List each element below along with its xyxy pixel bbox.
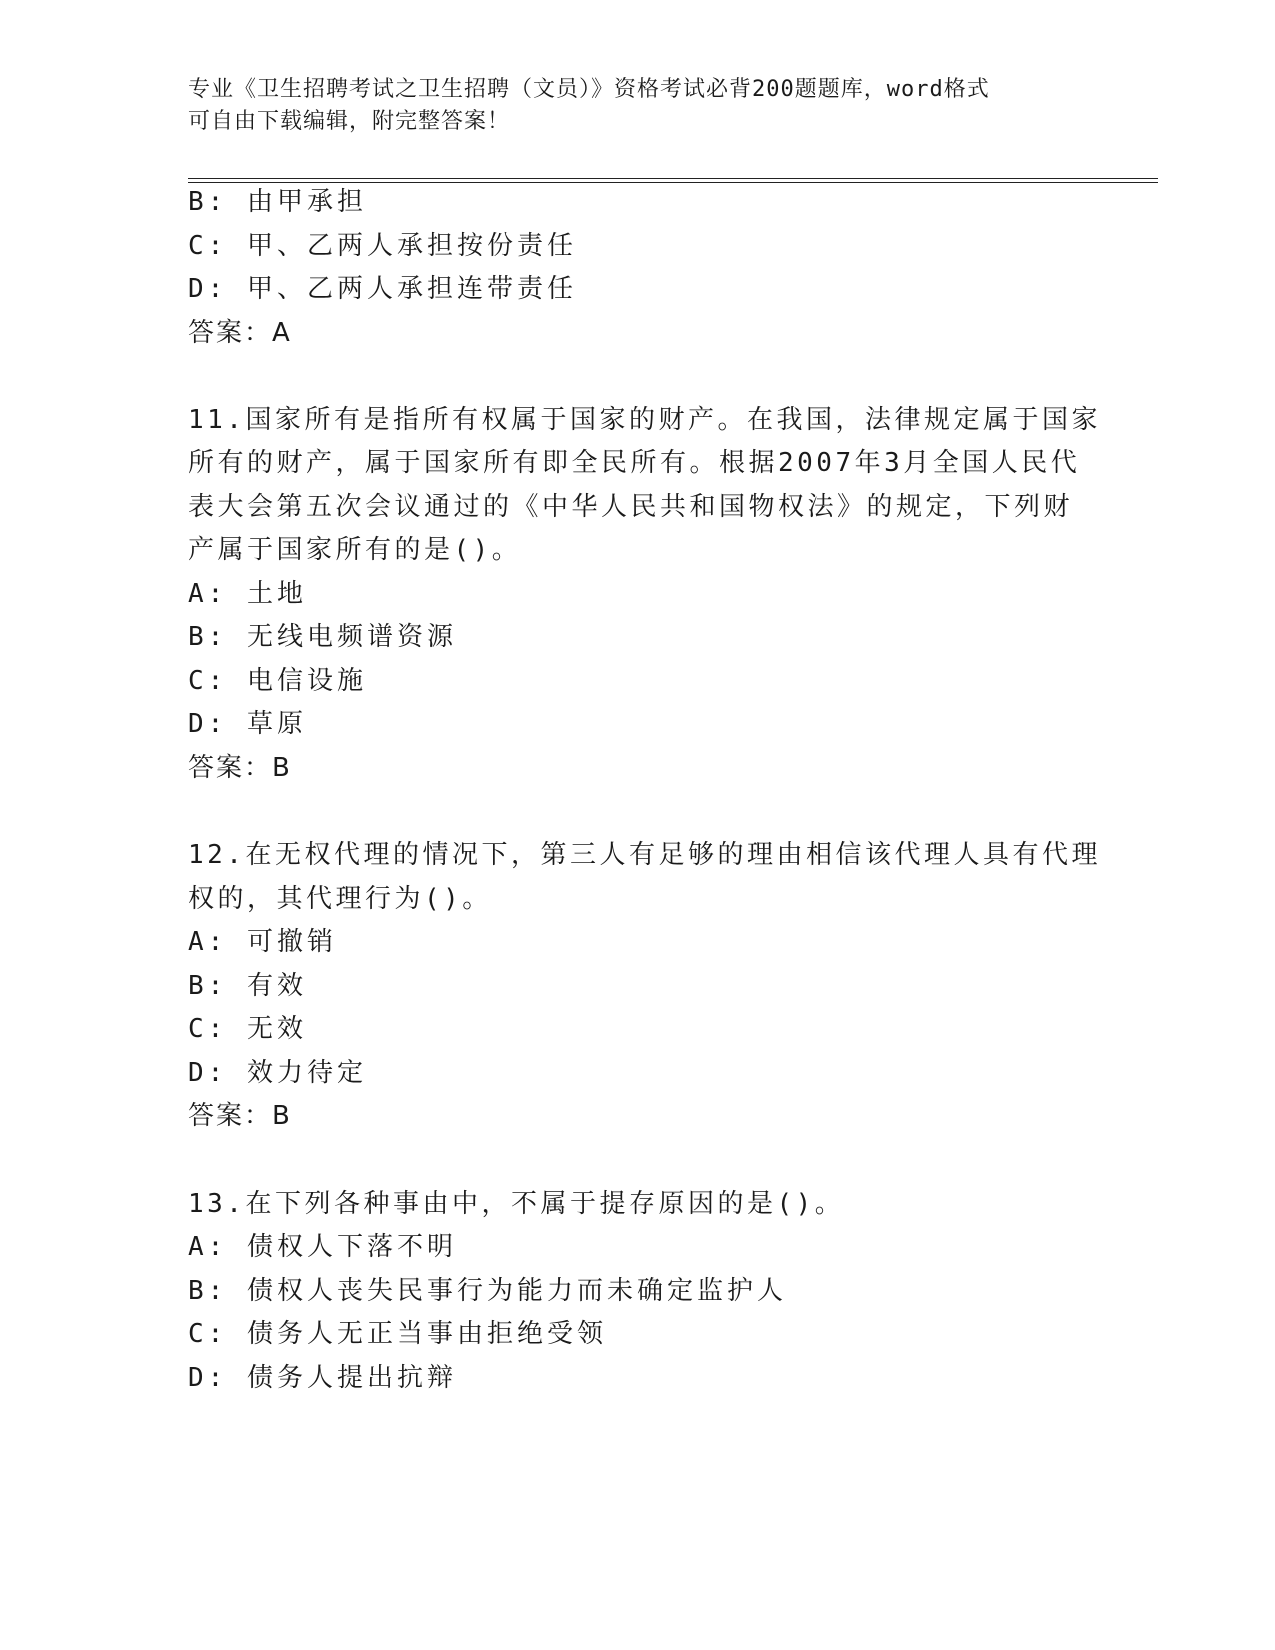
- q12-line-2: 权的，其代理行为()。: [188, 884, 492, 914]
- q12-option-c: C: 无效: [188, 1014, 307, 1044]
- q11-line-4: 产属于国家所有的是()。: [188, 535, 522, 565]
- q11-line-1: 11.国家所有是指所有权属于国家的财产。在我国，法律规定属于国家: [188, 405, 1101, 435]
- q13-option-c: C: 债务人无正当事由拒绝受领: [188, 1319, 607, 1349]
- q12-option-d: D: 效力待定: [188, 1058, 367, 1088]
- q13-option-d: D: 债务人提出抗辩: [188, 1363, 457, 1393]
- q13-option-b: B: 债权人丧失民事行为能力而未确定监护人: [188, 1276, 787, 1306]
- header-line-2: 可自由下载编辑，附完整答案！: [188, 109, 511, 134]
- q13-line-1: 13.在下列各种事由中，不属于提存原因的是()。: [188, 1189, 845, 1219]
- q12-option-a: A: 可撤销: [188, 927, 337, 957]
- prev-option-d: D: 甲、乙两人承担连带责任: [188, 274, 577, 304]
- q11-option-a: A: 土地: [188, 579, 307, 609]
- q11-line-3: 表大会第五次会议通过的《中华人民共和国物权法》的规定，下列财: [188, 492, 1074, 522]
- header-line-1: 专业《卫生招聘考试之卫生招聘（文员）》资格考试必背200题题库，word格式: [188, 77, 990, 102]
- q11-option-d: D: 草原: [188, 709, 307, 739]
- q12-option-b: B: 有效: [188, 971, 307, 1001]
- prev-option-c: C: 甲、乙两人承担按份责任: [188, 231, 577, 261]
- q11-line-2: 所有的财产，属于国家所有即全民所有。根据2007年3月全国人民代: [188, 448, 1081, 478]
- prev-answer: 答案：A: [188, 318, 292, 348]
- prev-option-b: B: 由甲承担: [188, 187, 367, 217]
- document-header: [188, 74, 1068, 138]
- q11-option-b: B: 无线电频谱资源: [188, 622, 457, 652]
- q11-option-c: C: 电信设施: [188, 666, 367, 696]
- q13-option-a: A: 债权人下落不明: [188, 1232, 457, 1262]
- q12-line-1: 12.在无权代理的情况下，第三人有足够的理由相信该代理人具有代理: [188, 840, 1101, 870]
- q11-answer: 答案：B: [188, 753, 292, 783]
- q12-answer: 答案：B: [188, 1101, 292, 1131]
